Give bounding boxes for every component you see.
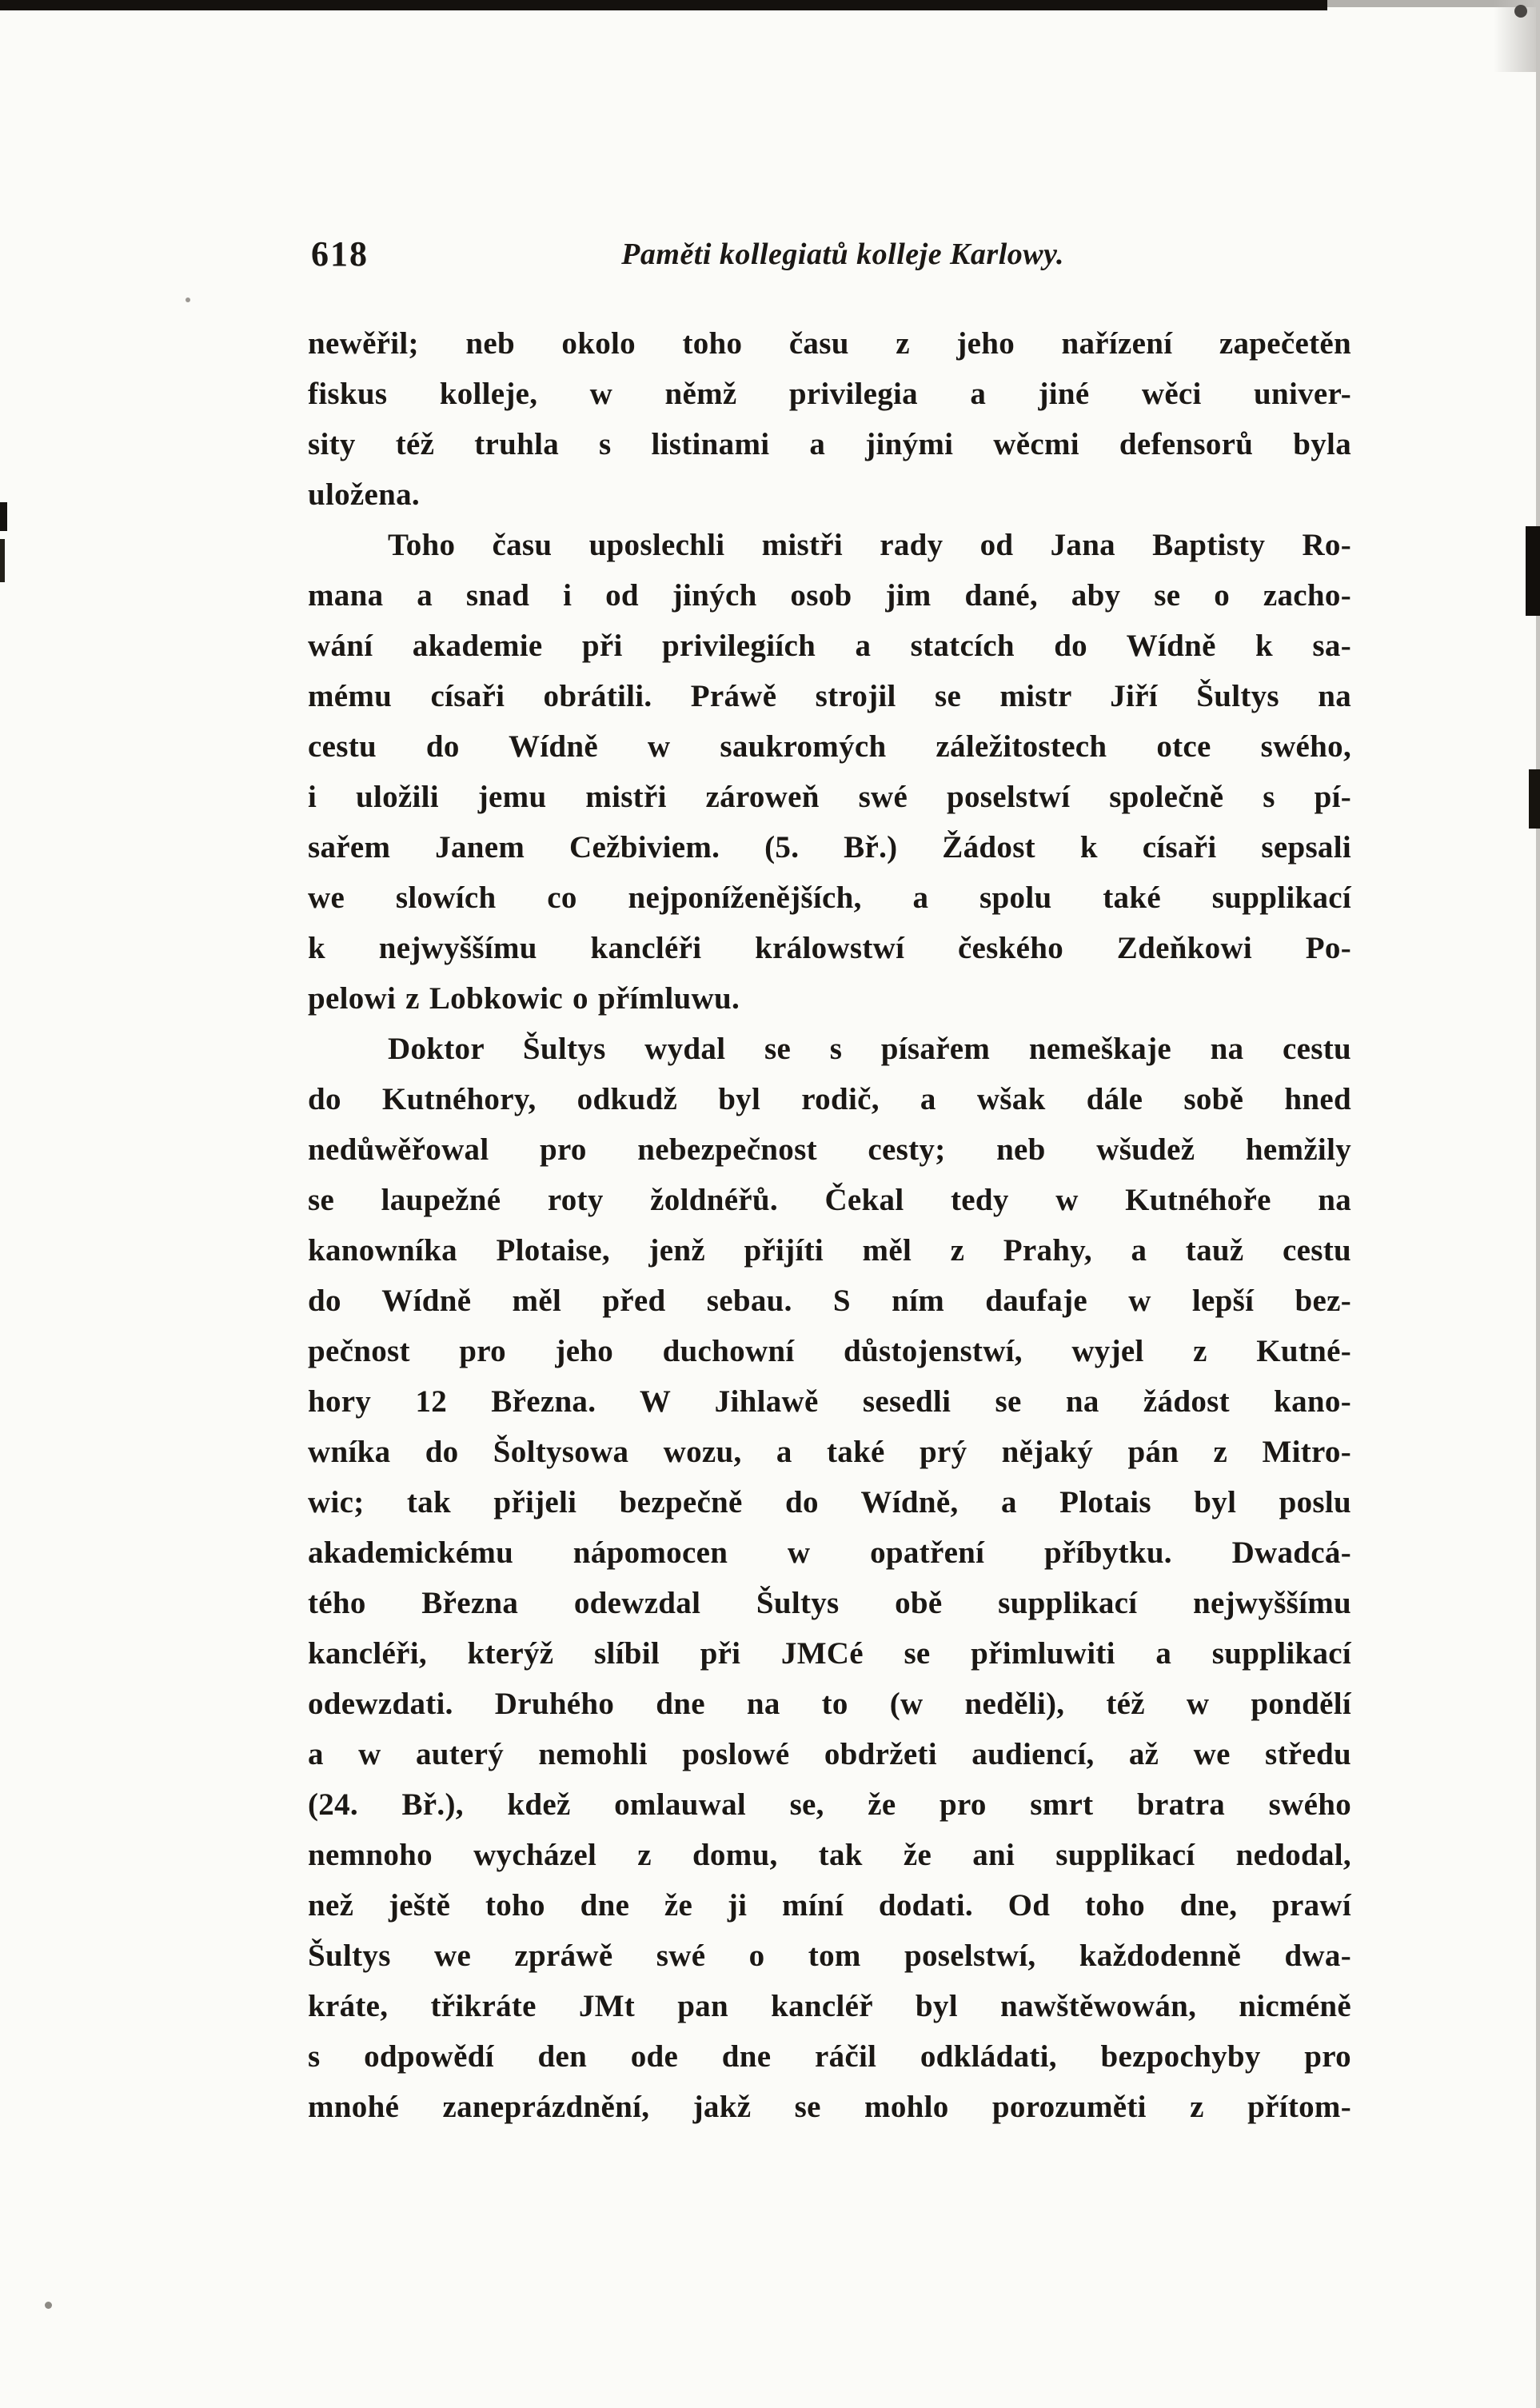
text-line: wic; tak přijeli bezpečně do Wídně, a Plotais byl poslu (308, 1485, 1351, 1519)
scan-artifact-right-mark (1529, 769, 1540, 829)
text-line: se laupežné roty žoldnéřů. Čekal tedy w Kutnéhoře na (308, 1183, 1351, 1217)
text-line: pelowi z Lobkowic o přímluwu. (308, 981, 740, 1016)
text-line: než ještě toho dne že ji míní dodati. Od toho dne, prawí (308, 1888, 1351, 1923)
text-line: nemnoho wycházel z domu, tak že ani supplikací nedodal, (308, 1838, 1351, 1872)
text-line: odewzdati. Druhého dne na to (w neděli), též w pondělí (308, 1687, 1351, 1721)
text-block (308, 234, 1351, 2132)
text-line: Šultys we zpráwě swé o tom poselstwí, každodenně dwa- (308, 1939, 1351, 1973)
text-line: wníka do Šoltysowa wozu, a také prý nějaký pán z Mitro- (308, 1435, 1351, 1469)
text-line: mana a snad i od jiných osob jim dané, aby se o zacho- (308, 578, 1351, 613)
text-line: we slowích co nejponíženějších, a spolu také supplikací (308, 881, 1351, 915)
scan-artifact-left-mark (0, 539, 5, 582)
text-line: newěřil; neb okolo toho času z jeho nařízení zapečetěn (308, 326, 1351, 361)
page-body (308, 318, 1351, 2132)
text-line: sity též truhla s listinami a jinými wěcmi defensorů byla (308, 427, 1351, 461)
text-line: a w auterý nemohli poslowé obdržeti audiencí, až we středu (308, 1737, 1351, 1771)
scan-artifact-right-edge-line (1536, 0, 1540, 2408)
text-line: sařem Janem Cežbiviem. (5. Bř.) Žádost k císaři sepsali (308, 830, 1351, 865)
text-line: hory 12 Března. W Jihlawě sesedli se na žádost kano- (308, 1384, 1351, 1419)
text-line: i uložili jemu mistři zároweň swé poselstwí společně s pí- (308, 780, 1351, 814)
page-header (308, 234, 1351, 280)
text-line: mému císaři obrátili. Práwě strojil se mistr Jiří Šultys na (308, 679, 1351, 713)
text-line: kancléři, kterýž slíbil při JMCé se přimluwiti a supplikací (308, 1636, 1351, 1671)
scan-artifact-top-edge-gray (1327, 0, 1540, 7)
text-line: k nejwyššímu kancléři králowstwí českého Zdeňkowi Po- (308, 931, 1351, 965)
text-line: wání akademie při privilegiích a statcích do Wídně k sa- (308, 629, 1351, 663)
text-line: nedůwěřowal pro nebezpečnost cesty; neb wšudež hemžily (308, 1132, 1351, 1167)
text-line: do Kutnéhory, odkudž byl rodič, a wšak dále sobě hned (308, 1082, 1351, 1116)
text-line: kanowníka Plotaise, jenž přijíti měl z Prahy, a tauž cestu (308, 1233, 1351, 1268)
scan-artifact-corner-dot (1514, 5, 1527, 18)
text-line: Toho času uposlechli mistři rady od Jana Baptisty Ro- (388, 528, 1351, 562)
text-line: pečnost pro jeho duchowní důstojenstwí, wyjel z Kutné- (308, 1334, 1351, 1368)
text-line: do Wídně měl před sebau. S ním daufaje w lepší bez- (308, 1284, 1351, 1318)
page-number: 618 (311, 234, 369, 274)
text-line: fiskus kolleje, w němž privilegia a jiné wěci univer- (308, 377, 1351, 411)
text-line: tého Března odewzdal Šultys obě supplikací nejwyššímu (308, 1586, 1351, 1620)
text-line: cestu do Wídně w saukromých záležitostech otce swého, (308, 729, 1351, 764)
scan-artifact-left-mark (0, 502, 7, 531)
running-title: Paměti kollegiatů kolleje Karlowy. (621, 238, 1065, 271)
text-line: s odpowědí den ode dne ráčil odkládati, bezpochyby pro (308, 2039, 1351, 2074)
text-line: Doktor Šultys wydal se s písařem nemeškaje na cestu (388, 1032, 1351, 1066)
scan-artifact-right-mark (1526, 526, 1540, 616)
text-line: uložena. (308, 477, 420, 512)
text-line: kráte, třikráte JMt pan kancléř byl nawštěwowán, nicméně (308, 1989, 1351, 2023)
text-line: akademickému nápomocen w opatření příbytku. Dwadcá- (308, 1535, 1351, 1570)
text-line: mnohé zaneprázdnění, jakž se mohlo porozuměti z přítom- (308, 2090, 1351, 2124)
text-line: (24. Bř.), kdež omlauwal se, že pro smrt bratra swého (308, 1787, 1351, 1822)
scan-artifact-corner-shade (1494, 0, 1540, 72)
scan-artifact-speck (186, 298, 190, 302)
scan-artifact-top-edge-black (0, 0, 1327, 10)
scan-artifact-speck (45, 2302, 52, 2309)
